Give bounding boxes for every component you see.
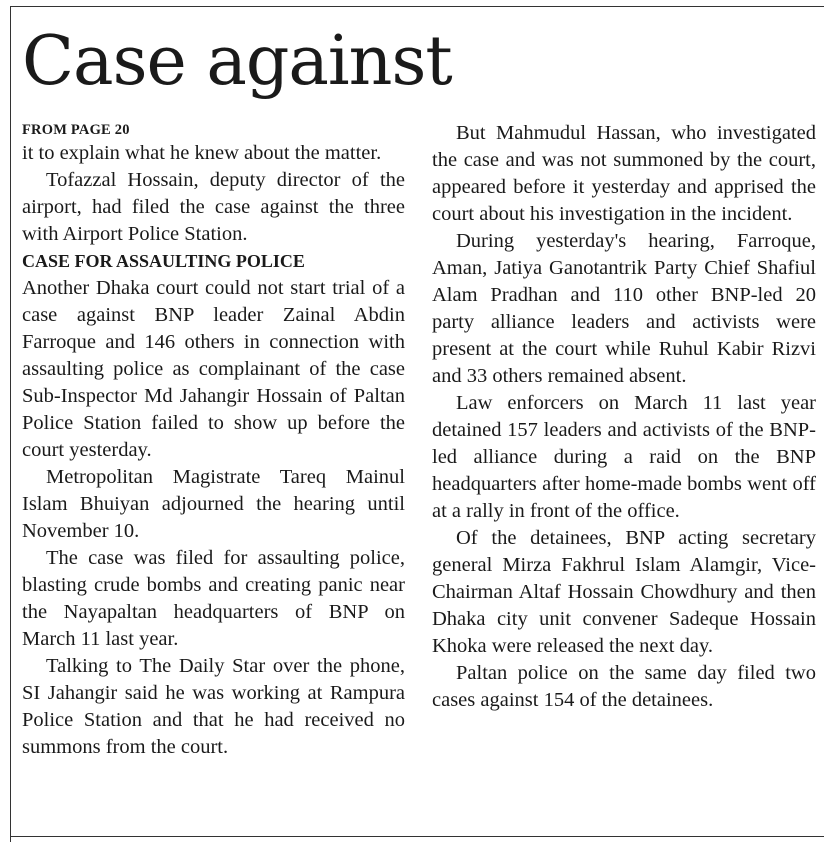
paragraph: The case was filed for assaulting police, blasting crude bombs and creating panic near the Nayapaltan headquarters of BNP on March 11 last year. [22,547,405,650]
paragraph: Tofazzal Hossain, deputy director of the airport, had filed the case against the three with Airport Police Station. [22,169,405,245]
paragraph: it to explain what he knew about the matter. [22,142,382,164]
paragraph: Of the detainees, BNP acting secretary general Mirza Fakhrul Islam Alamgir, Vice-Chairman Altaf Hossain Chowdhury and then Dhaka city unit convener Sadeque Hossain Khoka were released the next day. [432,527,816,657]
paragraph: Talking to The Daily Star over the phone, SI Jahangir said he was working at Rampura Police Station and that he had received no summons from the court. [22,655,405,758]
subheading: CASE FOR ASSAULTING POLICE [22,251,305,271]
jump-label: FROM PAGE 20 [22,122,130,138]
paragraph: But Mahmudul Hassan, who investigated the case and was not summoned by the court, appeared before it yesterday and apprised the court about his investigation in the incident. [432,122,816,225]
left-column [22,120,405,832]
paragraph: Law enforcers on March 11 last year detained 157 leaders and activists of the BNP-led alliance during a raid on the BNP headquarters after home-made bombs went off at a rally in front of the office. [432,392,816,522]
paragraph: Another Dhaka court could not start trial of a case against BNP leader Zainal Abdin Farroque and 146 others in connection with assaulting police as complainant of the case Sub-Inspector Md Jahangir Hossain of Paltan Police Station failed to show up before the court yesterday. [22,277,405,461]
right-column [432,120,816,832]
bottom-rule [10,836,824,837]
paragraph: Paltan police on the same day filed two cases against 154 of the detainees. [432,662,816,711]
left-rule [10,6,11,842]
paragraph: During yesterday's hearing, Farroque, Aman, Jatiya Ganotantrik Party Chief Shafiul Alam Pradhan and 110 other BNP-led 20 party alliance leaders and activists were present at the court while Ruhul Kabir Rizvi and 33 others remained absent. [432,230,816,387]
paragraph: Metropolitan Magistrate Tareq Mainul Islam Bhuiyan adjourned the hearing until November 10. [22,466,405,542]
headline: Case against [22,22,452,101]
top-rule [10,6,824,7]
